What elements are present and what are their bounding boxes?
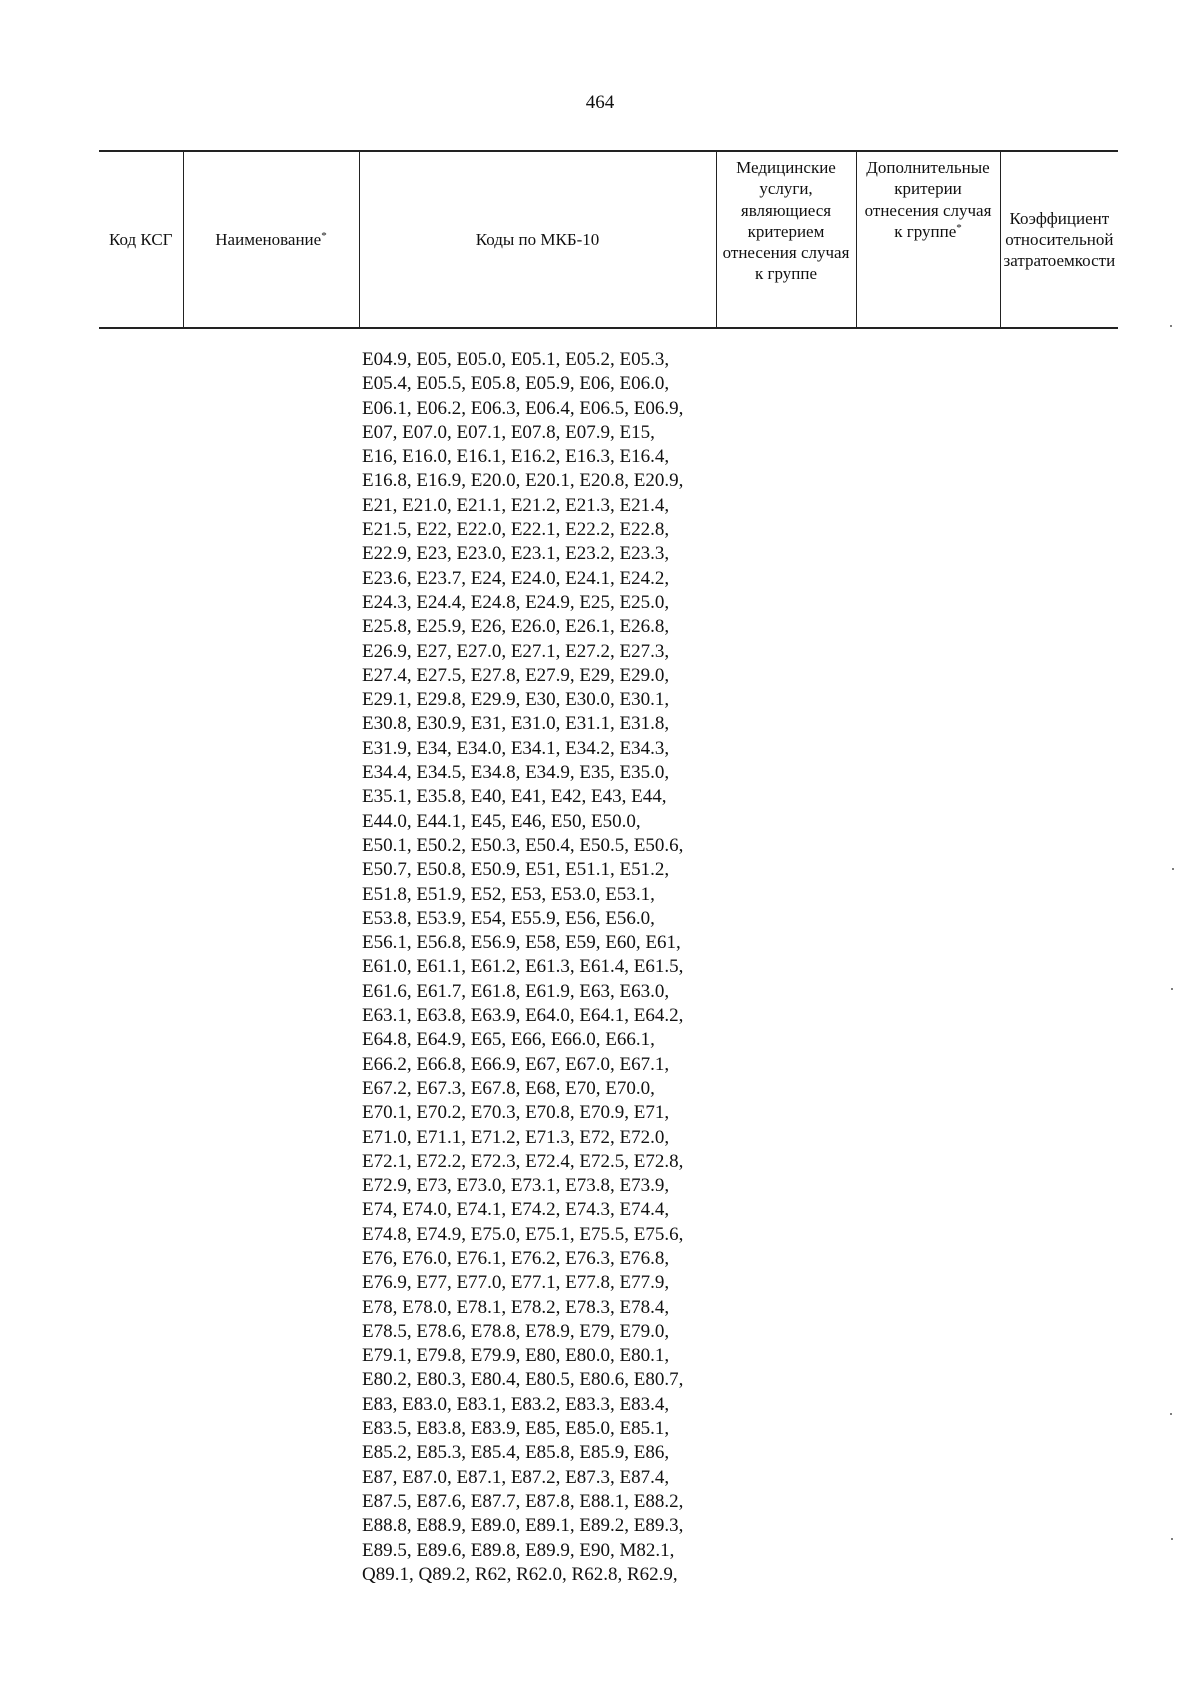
header-coefficient-label: Коэффициент относительной затратоемкости (1003, 208, 1116, 271)
icd-codes-line: E34.4, E34.5, E34.8, E34.9, E35, E35.0, (362, 762, 670, 784)
icd-codes-line: E23.6, E23.7, E24, E24.0, E24.1, E24.2, (362, 567, 670, 589)
icd-codes-line: E76, E76.0, E76.1, E76.2, E76.3, E76.8, (362, 1247, 670, 1269)
header-additional-criteria-label: Дополнительные критерии отнесения случая к группе (864, 158, 992, 241)
icd-codes-line: E56.1, E56.8, E56.9, E58, E59, E60, E61, (362, 932, 681, 954)
header-icd-codes-label: Коды по МКБ-10 (475, 229, 600, 249)
icd-codes-line: E67.2, E67.3, E67.8, E68, E70, E70.0, (362, 1077, 655, 1099)
icd-codes-line: E72.1, E72.2, E72.3, E72.4, E72.5, E72.8, (362, 1150, 684, 1172)
icd-codes-line: E64.8, E64.9, E65, E66, E66.0, E66.1, (362, 1029, 655, 1051)
scan-speck (1170, 1413, 1172, 1415)
scan-speck (1172, 868, 1174, 870)
icd-codes-line: E78, E78.0, E78.1, E78.2, E78.3, E78.4, (362, 1296, 670, 1318)
icd-codes-line: E53.8, E53.9, E54, E55.9, E56, E56.0, (362, 907, 655, 929)
icd-codes-line: E30.8, E30.9, E31, E31.0, E31.1, E31.8, (362, 713, 670, 735)
footnote-mark: * (321, 229, 327, 242)
icd-codes-line: E74, E74.0, E74.1, E74.2, E74.3, E74.4, (362, 1199, 670, 1221)
header-additional-criteria (856, 151, 1000, 328)
header-code-ksg-label: Код КСГ (109, 229, 173, 249)
scan-speck (1170, 325, 1172, 327)
scan-speck (1171, 988, 1173, 990)
icd-codes-line: E35.1, E35.8, E40, E41, E42, E43, E44, (362, 786, 667, 808)
icd-codes-line: E79.1, E79.8, E79.9, E80, E80.0, E80.1, (362, 1345, 670, 1367)
icd-codes-line: E70.1, E70.2, E70.3, E70.8, E70.9, E71, (362, 1102, 670, 1124)
icd-codes-line: E26.9, E27, E27.0, E27.1, E27.2, E27.3, (362, 640, 670, 662)
footnote-mark: * (956, 221, 962, 234)
icd-codes-line: E44.0, E44.1, E45, E46, E50, E50.0, (362, 810, 641, 832)
header-medical-services (716, 151, 856, 328)
header-name-label: Наименование (215, 229, 322, 249)
icd-codes-line: E74.8, E74.9, E75.0, E75.1, E75.5, E75.6, (362, 1223, 684, 1245)
icd-codes-line: E63.1, E63.8, E63.9, E64.0, E64.1, E64.2, (362, 1005, 684, 1027)
icd-codes-line: E16.8, E16.9, E20.0, E20.1, E20.8, E20.9, (362, 470, 684, 492)
header-code-ksg (99, 151, 183, 328)
icd-codes-line: E50.1, E50.2, E50.3, E50.4, E50.5, E50.6, (362, 834, 684, 856)
scan-speck (1171, 1538, 1173, 1540)
icd-codes-line: E87.5, E87.6, E87.7, E87.8, E88.1, E88.2, (362, 1490, 684, 1512)
icd-codes-line: E87, E87.0, E87.1, E87.2, E87.3, E87.4, (362, 1466, 670, 1488)
icd-codes-line: E76.9, E77, E77.0, E77.1, E77.8, E77.9, (362, 1272, 670, 1294)
icd-codes-line: E50.7, E50.8, E50.9, E51, E51.1, E51.2, (362, 859, 670, 881)
icd-codes-line: Q89.1, Q89.2, R62, R62.0, R62.8, R62.9, (362, 1563, 678, 1585)
icd-codes-line: E83, E83.0, E83.1, E83.2, E83.3, E83.4, (362, 1393, 670, 1415)
table-header (99, 150, 1118, 329)
icd-codes-line: E27.4, E27.5, E27.8, E27.9, E29, E29.0, (362, 664, 670, 686)
icd-codes-line: E31.9, E34, E34.0, E34.1, E34.2, E34.3, (362, 737, 670, 759)
icd-codes-line: E24.3, E24.4, E24.8, E24.9, E25, E25.0, (362, 591, 670, 613)
header-row (99, 151, 1118, 328)
icd-codes-line: E89.5, E89.6, E89.8, E89.9, E90, M82.1, (362, 1539, 675, 1561)
icd-codes-line: E29.1, E29.8, E29.9, E30, E30.0, E30.1, (362, 689, 670, 711)
icd-codes-line: E25.8, E25.9, E26, E26.0, E26.1, E26.8, (362, 616, 670, 638)
icd-codes-cell (362, 348, 722, 1587)
icd-codes-line: E22.9, E23, E23.0, E23.1, E23.2, E23.3, (362, 543, 670, 565)
icd-codes-line: E85.2, E85.3, E85.4, E85.8, E85.9, E86, (362, 1442, 670, 1464)
icd-codes-line: E51.8, E51.9, E52, E53, E53.0, E53.1, (362, 883, 655, 905)
icd-codes-line: E88.8, E88.9, E89.0, E89.1, E89.2, E89.3, (362, 1515, 684, 1537)
icd-codes-line: E61.6, E61.7, E61.8, E61.9, E63, E63.0, (362, 980, 670, 1002)
icd-codes-line: E06.1, E06.2, E06.3, E06.4, E06.5, E06.9, (362, 397, 684, 419)
header-name (183, 151, 359, 328)
icd-codes-line: E80.2, E80.3, E80.4, E80.5, E80.6, E80.7, (362, 1369, 684, 1391)
icd-codes-line: E61.0, E61.1, E61.2, E61.3, E61.4, E61.5, (362, 956, 684, 978)
icd-codes-line: E83.5, E83.8, E83.9, E85, E85.0, E85.1, (362, 1418, 670, 1440)
icd-codes-line: E16, E16.0, E16.1, E16.2, E16.3, E16.4, (362, 446, 670, 468)
icd-codes-line: E04.9, E05, E05.0, E05.1, E05.2, E05.3, (362, 349, 670, 370)
header-coefficient (1000, 151, 1118, 328)
page-number: 464 (585, 92, 615, 113)
header-icd-codes (359, 151, 716, 328)
header-medical-services-label: Медицинские услуги, являющиеся критерием отнесения случая к группе (722, 158, 850, 284)
icd-codes-line: E21, E21.0, E21.1, E21.2, E21.3, E21.4, (362, 494, 670, 516)
icd-codes-line: E71.0, E71.1, E71.2, E71.3, E72, E72.0, (362, 1126, 670, 1148)
icd-codes-line: E78.5, E78.6, E78.8, E78.9, E79, E79.0, (362, 1320, 670, 1342)
icd-codes-line: E66.2, E66.8, E66.9, E67, E67.0, E67.1, (362, 1053, 670, 1075)
icd-codes-line: E07, E07.0, E07.1, E07.8, E07.9, E15, (362, 421, 655, 443)
icd-codes-line: E72.9, E73, E73.0, E73.1, E73.8, E73.9, (362, 1175, 670, 1197)
icd-codes-line: E05.4, E05.5, E05.8, E05.9, E06, E06.0, (362, 373, 670, 395)
icd-codes-line: E21.5, E22, E22.0, E22.1, E22.2, E22.8, (362, 519, 670, 541)
